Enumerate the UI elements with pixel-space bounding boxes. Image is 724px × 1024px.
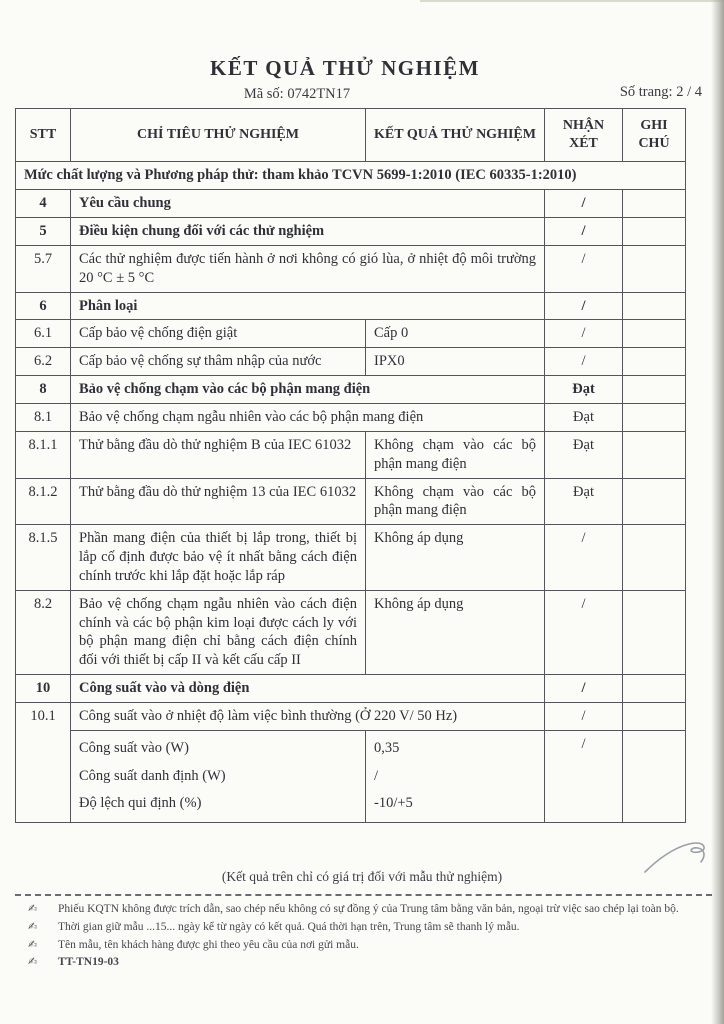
note-cell <box>623 525 686 591</box>
table-row <box>16 431 686 478</box>
note-cell <box>623 590 686 674</box>
result-cell: Không áp dụng <box>366 590 545 674</box>
table-row <box>16 292 686 320</box>
table-row <box>16 348 686 376</box>
note-cell <box>623 431 686 478</box>
footnote-text: TT-TN19-03 <box>58 956 119 969</box>
note-cell <box>623 245 686 292</box>
criteria-cell: Công suất vào ở nhiệt độ làm việc bình thường (Ở 220 V/ 50 Hz) <box>71 702 545 730</box>
table-row <box>16 320 686 348</box>
remark-cell: / <box>545 292 623 320</box>
table-row <box>16 245 686 292</box>
stt-cell: 4 <box>16 190 71 218</box>
table-header <box>16 109 686 162</box>
remark-cell: / <box>545 702 623 730</box>
criteria-line: Độ lệch qui định (%) <box>79 795 202 812</box>
validity-note: (Kết quả trên chỉ có giá trị đối với mẫu thử nghiệm) <box>221 869 503 885</box>
header-cell: NHẬN XÉT <box>545 109 623 162</box>
criteria-cell: Công suất vào và dòng điện <box>71 675 545 703</box>
scan-top-edge <box>420 0 724 2</box>
note-cell <box>623 403 686 431</box>
stt-cell: 8.1.2 <box>16 478 71 525</box>
remark-cell: Đạt <box>545 478 623 525</box>
result-cell <box>366 730 545 822</box>
note-cell <box>623 478 686 525</box>
header-cell: KẾT QUẢ THỬ NGHIỆM <box>366 109 545 162</box>
result-line: -10/+5 <box>374 795 413 812</box>
header-cell: STT <box>16 109 71 162</box>
criteria-cell: Thử bằng đầu dò thử nghiệm 13 của IEC 61032 <box>71 478 366 525</box>
note-cell <box>623 348 686 376</box>
remark-cell: / <box>545 245 623 292</box>
table-header-row <box>16 109 686 162</box>
note-cell <box>623 376 686 404</box>
band-cell: Mức chất lượng và Phương pháp thử: tham khảo TCVN 5699-1:2010 (IEC 60335-1:2010) <box>16 162 686 190</box>
footnote-text: Thời gian giữ mẫu ...15... ngày kể từ ngày có kết quả. Quá thời hạn trên, Trung tâm sẽ thanh lý mẫu. <box>58 920 520 933</box>
pen-bullet-icon: ✍ <box>28 955 38 969</box>
remark-cell: Đạt <box>545 431 623 478</box>
footnote-text: Tên mẫu, tên khách hàng được ghi theo yêu cầu của nơi gửi mẫu. <box>58 938 359 951</box>
table-body <box>16 162 686 823</box>
criteria-cell: Bảo vệ chống chạm ngẫu nhiên vào các bộ phận mang điện <box>71 403 545 431</box>
remark-cell: Đạt <box>545 403 623 431</box>
table-row <box>16 403 686 431</box>
footnote-text: Phiếu KQTN không được trích dẫn, sao chép nếu không có sự đồng ý của Trung tâm bằng văn bản, ngoại trừ việc sao chép lại toàn bộ. <box>58 903 679 916</box>
signature-icon <box>643 838 713 880</box>
criteria-cell: Cấp bảo vệ chống điện giật <box>71 320 366 348</box>
result-cell: IPX0 <box>366 348 545 376</box>
results-table <box>15 108 686 823</box>
remark-cell: / <box>545 730 623 822</box>
pen-bullet-icon: ✍ <box>28 937 38 951</box>
table-row <box>16 376 686 404</box>
criteria-cell: Bảo vệ chống chạm ngẫu nhiên vào cách điện chính và các bộ phận kim loại được cách ly với bộ phận mang điện chỉ bằng cách điện chính đối với thiết bị cấp II và kết cấu cấp II <box>71 590 366 674</box>
criteria-cell: Phần mang điện của thiết bị lắp trong, thiết bị lắp cố định được bảo vệ ít nhất bằng cách điện chính trước khi lắp đặt hoặc lắp ráp <box>71 525 366 591</box>
table-row <box>16 525 686 591</box>
scan-right-shadow <box>711 0 724 1024</box>
table-row <box>16 675 686 703</box>
criteria-cell: Điều kiện chung đối với các thử nghiệm <box>71 218 545 246</box>
result-cell: Không chạm vào các bộ phận mang điện <box>366 478 545 525</box>
remark-cell: / <box>545 675 623 703</box>
criteria-cell <box>71 730 366 822</box>
footnotes <box>28 903 714 969</box>
criteria-line: Công suất vào (W) <box>79 739 189 756</box>
stt-cell: 6 <box>16 292 71 320</box>
header-cell: GHI CHÚ <box>623 109 686 162</box>
criteria-cell: Phân loại <box>71 292 545 320</box>
remark-cell: / <box>545 218 623 246</box>
stt-cell: 10.1 <box>16 702 71 822</box>
criteria-line: Công suất danh định (W) <box>79 767 226 784</box>
remark-cell: / <box>545 190 623 218</box>
stt-cell: 5.7 <box>16 245 71 292</box>
notes-separator <box>15 894 712 896</box>
document-header <box>0 0 724 108</box>
table-row <box>16 218 686 246</box>
stt-cell: 8.1.5 <box>16 525 71 591</box>
footnote-item <box>28 956 714 969</box>
note-cell <box>623 675 686 703</box>
footnote-item <box>28 903 714 916</box>
note-cell <box>623 730 686 822</box>
table-row <box>16 190 686 218</box>
criteria-cell: Cấp bảo vệ chống sự thâm nhập của nước <box>71 348 366 376</box>
stt-cell: 6.1 <box>16 320 71 348</box>
criteria-cell: Bảo vệ chống chạm vào các bộ phận mang điện <box>71 376 545 404</box>
stt-cell: 10 <box>16 675 71 703</box>
table-row <box>16 590 686 674</box>
stt-cell: 8.1.1 <box>16 431 71 478</box>
table-row <box>16 730 686 822</box>
result-cell: Không chạm vào các bộ phận mang điện <box>366 431 545 478</box>
stt-cell: 6.2 <box>16 348 71 376</box>
note-cell <box>623 190 686 218</box>
criteria-cell: Các thử nghiệm được tiến hành ở nơi không có gió lùa, ở nhiệt độ môi trường 20 °C ± 5 °C <box>71 245 545 292</box>
result-cell: Cấp 0 <box>366 320 545 348</box>
band-row <box>16 162 686 190</box>
stt-cell: 8 <box>16 376 71 404</box>
page-title: KẾT QUẢ THỬ NGHIỆM <box>210 56 480 80</box>
table-row <box>16 702 686 730</box>
result-line: 0,35 <box>374 739 400 756</box>
criteria-cell: Thử bằng đầu dò thử nghiệm B của IEC 61032 <box>71 431 366 478</box>
remark-cell: / <box>545 348 623 376</box>
table-row <box>16 478 686 525</box>
result-cell: Không áp dụng <box>366 525 545 591</box>
note-cell <box>623 292 686 320</box>
stt-cell: 5 <box>16 218 71 246</box>
footnote-item <box>28 939 714 952</box>
remark-cell: / <box>545 320 623 348</box>
result-line: / <box>374 767 379 784</box>
criteria-cell: Yêu cầu chung <box>71 190 545 218</box>
remark-cell: Đạt <box>545 376 623 404</box>
footnote-item <box>28 921 714 934</box>
note-cell <box>623 320 686 348</box>
document-code: Mã số: 0742TN17 <box>243 86 351 102</box>
stt-cell: 8.1 <box>16 403 71 431</box>
note-cell <box>623 702 686 730</box>
remark-cell: / <box>545 525 623 591</box>
pen-bullet-icon: ✍ <box>28 919 38 933</box>
note-cell <box>623 218 686 246</box>
stt-cell: 8.2 <box>16 590 71 674</box>
remark-cell: / <box>545 590 623 674</box>
pen-bullet-icon: ✍ <box>28 902 38 916</box>
page-number: Số trang: 2 / 4 <box>619 84 702 100</box>
header-cell: CHỈ TIÊU THỬ NGHIỆM <box>71 109 366 162</box>
